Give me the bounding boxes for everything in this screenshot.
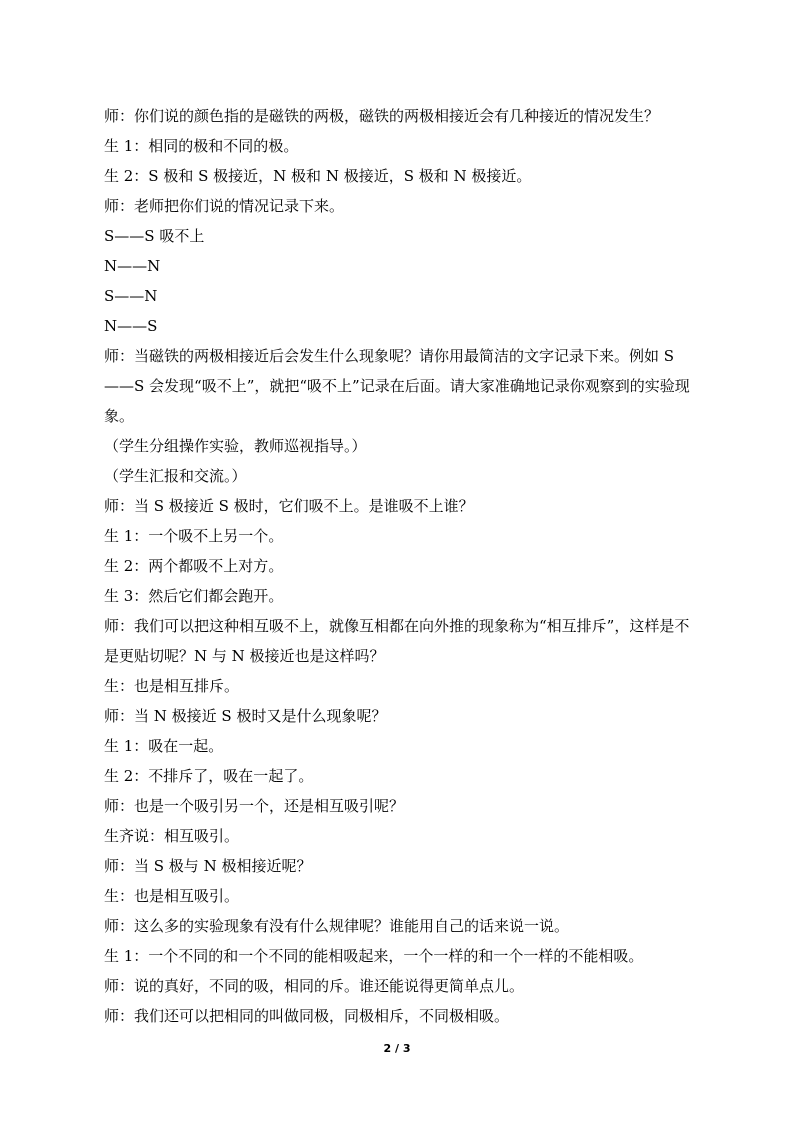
- paragraph-25: 师：这么多的实验现象有没有什么规律呢？谁能用自己的话来说一说。: [104, 917, 570, 935]
- paragraph-7: S——N: [104, 287, 158, 305]
- paragraph-3: 生 2：S 极和 S 极接近，N 极和 N 极接近，S 极和 N 极接近。: [104, 167, 532, 185]
- paragraph-16: 师：我们可以把这种相互吸不上，就像互相都在向外推的现象称为“相互排斥”，这样是不是更贴切呢？N 与 N 极接近也是这样吗？: [104, 617, 690, 665]
- paragraph-22: 生齐说：相互吸引。: [104, 827, 240, 845]
- paragraph-23: 师：当 S 极与 N 极相接近呢？: [104, 857, 312, 875]
- paragraph-17: 生：也是相互排斥。: [104, 677, 240, 695]
- paragraph-1: 师：你们说的颜色指的是磁铁的两极，磁铁的两极相接近会有几种接近的情况发生？: [104, 107, 660, 125]
- paragraph-19: 生 1：吸在一起。: [104, 737, 224, 755]
- paragraph-14: 生 2：两个都吸不上对方。: [104, 557, 284, 575]
- paragraph-2: 生 1：相同的极和不同的极。: [104, 137, 299, 155]
- paragraph-28: 师：我们还可以把相同的叫做同极，同极相斥，不同极相吸。: [104, 1007, 510, 1025]
- paragraph-13: 生 1：一个吸不上另一个。: [104, 527, 284, 545]
- paragraph-27: 师：说的真好，不同的吸，相同的斥。谁还能说得更简单点儿。: [104, 977, 525, 995]
- paragraph-5: S——S 吸不上: [104, 227, 205, 245]
- paragraph-18: 师：当 N 极接近 S 极时又是什么现象呢？: [104, 707, 387, 725]
- page-number: 2 / 3: [383, 1042, 411, 1055]
- paragraph-4: 师：老师把你们说的情况记录下来。: [104, 197, 345, 215]
- paragraph-21: 师：也是一个吸引另一个，还是相互吸引呢？: [104, 797, 405, 815]
- paragraph-15: 生 3：然后它们都会跑开。: [104, 587, 284, 605]
- paragraph-8: N——S: [104, 317, 158, 335]
- paragraph-9: 师：当磁铁的两极相接近后会发生什么现象呢？请你用最简洁的文字记录下来。例如 S——S 会发现“吸不上”，就把“吸不上”记录在后面。请大家准确地记录你观察到的实验现象。: [104, 347, 690, 425]
- paragraph-24: 生：也是相互吸引。: [104, 887, 240, 905]
- paragraph-12: 师：当 S 极接近 S 极时，它们吸不上。是谁吸不上谁？: [104, 497, 474, 515]
- paragraph-10: （学生分组操作实验，教师巡视指导。）: [104, 437, 367, 455]
- document-body: [104, 101, 704, 1031]
- paragraph-11: （学生汇报和交流。）: [104, 467, 247, 485]
- paragraph-6: N——N: [104, 257, 161, 275]
- paragraph-20: 生 2：不排斥了，吸在一起了。: [104, 767, 314, 785]
- paragraph-26: 生 1：一个不同的和一个不同的能相吸起来，一个一样的和一个一样的不能相吸。: [104, 947, 644, 965]
